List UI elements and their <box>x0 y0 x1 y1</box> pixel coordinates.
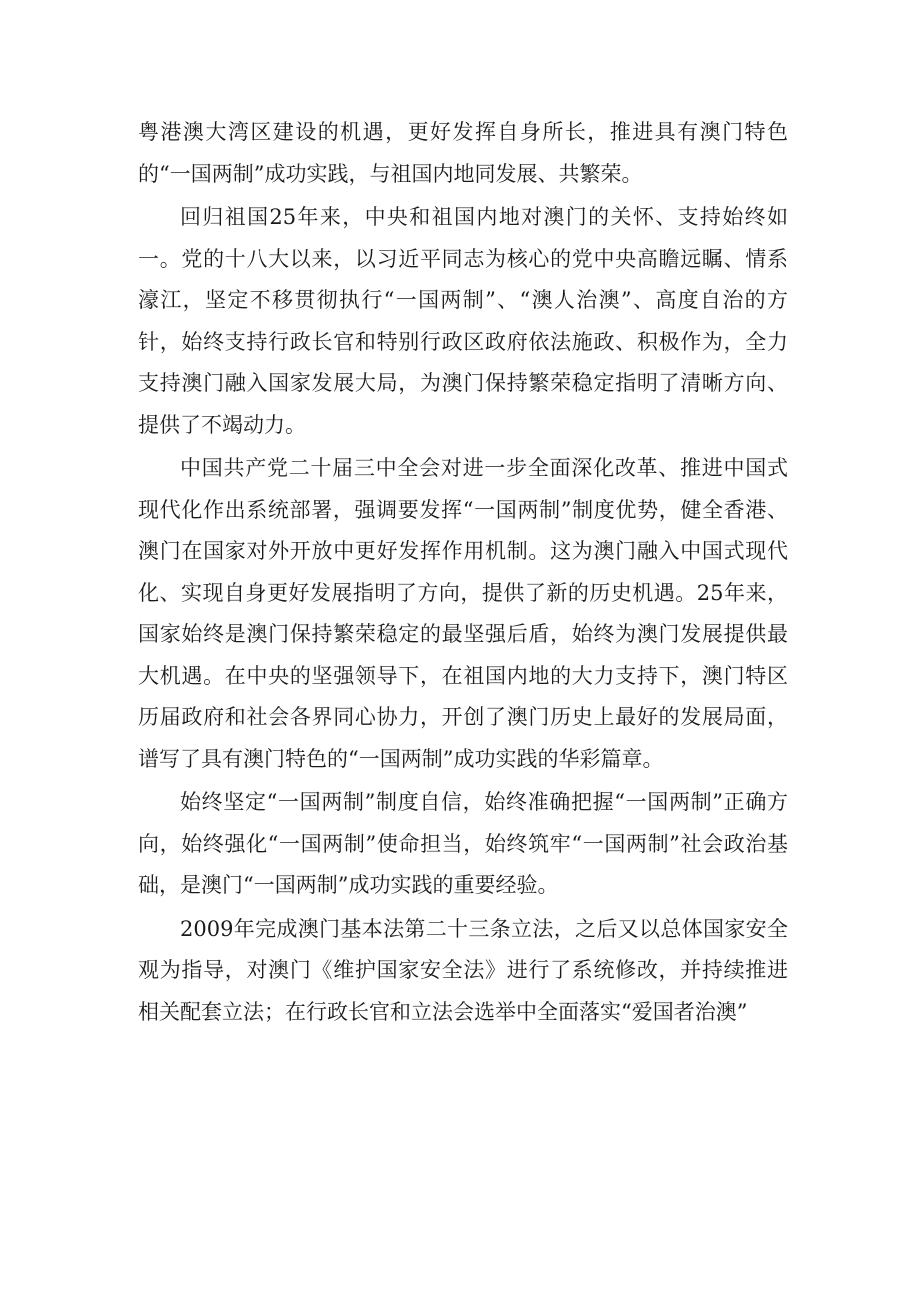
paragraph-5: 2009年完成澳门基本法第二十三条立法，之后又以总体国家安全观为指导，对澳门《维护国家安全法》进行了系统修改，并持续推进相关配套立法；在行政长官和立法会选举中全面落实“爱国者治澳” <box>138 916 788 1024</box>
paragraph-1: 粤港澳大湾区建设的机遇，更好发挥自身所长，推进具有澳门特色的“一国两制”成功实践，与祖国内地同发展、共繁荣。 <box>138 120 788 186</box>
document-page <box>138 112 788 1035</box>
paragraph-4: 始终坚定“一国两制”制度自信，始终准确把握“一国两制”正确方向，始终强化“一国两制”使命担当，始终筑牢“一国两制”社会政治基础，是澳门“一国两制”成功实践的重要经验。 <box>138 790 788 897</box>
paragraph-3: 中国共产党二十届三中全会对进一步全面深化改革、推进中国式现代化作出系统部署，强调要发挥“一国两制”制度优势，健全香港、澳门在国家对外开放中更好发挥作用机制。这为澳门融入中国式现代化、实现自身更好发展指明了方向，提供了新的历史机遇。25年来，国家始终是澳门保持繁荣稳定的最坚强后盾，始终为澳门发展提供最大机遇。在中央的坚强领导下，在祖国内地的大力支持下，澳门特区历届政府和社会各界同心协力，开创了澳门历史上最好的发展局面，谱写了具有澳门特色的“一国两制”成功实践的华彩篇章。 <box>138 456 788 771</box>
paragraph-2: 回归祖国25年来，中央和祖国内地对澳门的关怀、支持始终如一。党的十八大以来，以习近平同志为核心的党中央高瞻远瞩、情系濠江，坚定不移贯彻执行“一国两制”、“澳人治澳”、高度自治的方针，始终支持行政长官和特别行政区政府依法施政、积极作为，全力支持澳门融入国家发展大局，为澳门保持繁荣稳定指明了清晰方向、提供了不竭动力。 <box>138 205 788 437</box>
